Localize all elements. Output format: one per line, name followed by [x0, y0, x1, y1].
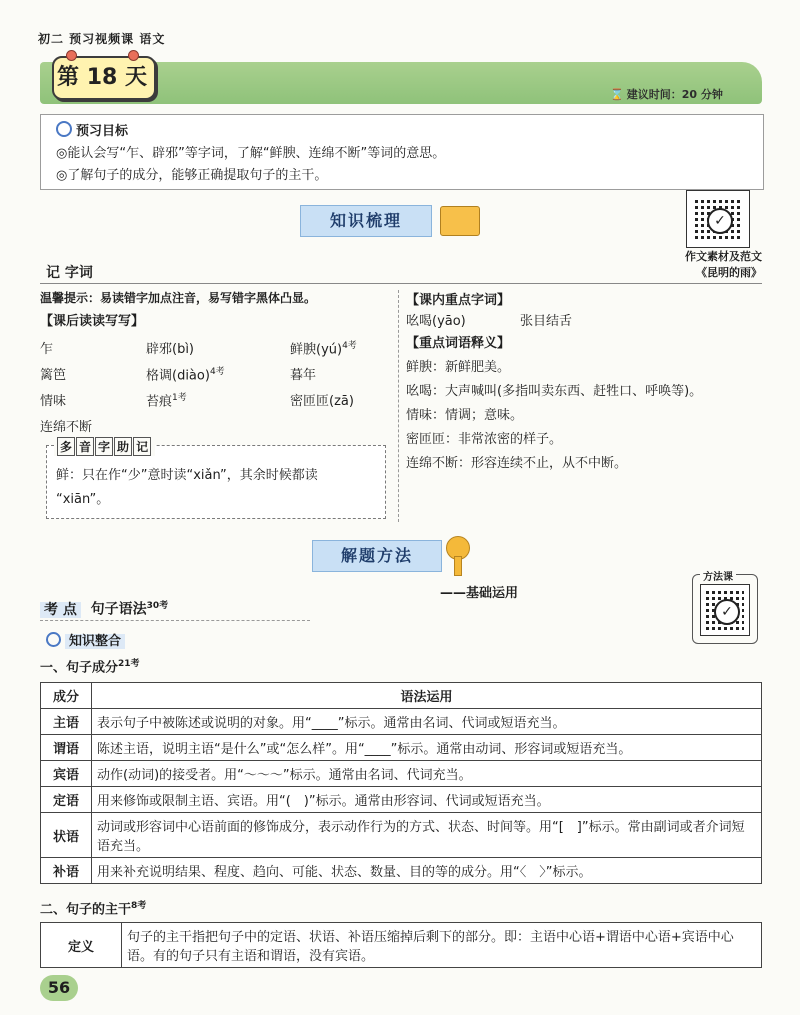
- word: [146, 390, 187, 409]
- memo-title-char: 字: [95, 437, 113, 456]
- explain-item: 情味：情调；意味。: [406, 408, 524, 423]
- word: 篱笆: [40, 368, 67, 383]
- part1-title-text: 一、句子成分: [40, 660, 119, 676]
- after-class-title: 【课后读读写写】: [40, 314, 145, 329]
- column-divider: [398, 290, 400, 522]
- check-icon: ✓: [707, 208, 733, 234]
- exam-count: 4考: [342, 341, 357, 351]
- qr-code[interactable]: [700, 584, 750, 636]
- exam-count: 4考: [209, 367, 225, 377]
- table-cell: 动词或形容词中心语前面的修饰成分，表示动作行为的方式、状态、时间等。用“[ ]”标示。常由副词或者介词短语充当。: [92, 813, 762, 858]
- part1-title: [40, 656, 140, 675]
- table-cell: 定语: [41, 787, 92, 813]
- divider: [40, 620, 310, 621]
- goal-item: ◎能认会写“乍、辟邪”等字词，了解“鲜腴、连绵不断”等词的意思。: [56, 146, 446, 161]
- table-header-row: [41, 683, 762, 709]
- knowledge-title: 知识梳理: [300, 205, 432, 237]
- exam-count: 1考: [172, 393, 187, 403]
- explain-title: 【重点词语释义】: [406, 336, 511, 351]
- grammar-table: [40, 682, 762, 884]
- table-cell: 句子的主干指把句子中的定语、状语、补语压缩掉后剩下的部分。即：主语中心语+谓语中心语+宾语中心语。有的句子只有主语和谓语，没有宾语。: [122, 923, 762, 968]
- memo-line: 鲜：只在作“少”意时读“xiǎn”，其余时候都读: [56, 468, 318, 483]
- memo-title-char: 多: [57, 437, 75, 456]
- table-row: [41, 761, 762, 787]
- key-shaft: [454, 556, 462, 576]
- words-tip: 温馨提示：易读错字加点注音，易写错字黑体凸显。: [40, 291, 317, 305]
- key-words-title: 【课内重点字词】: [406, 293, 511, 308]
- exam-count: 30考: [146, 601, 169, 611]
- table-cell: 状语: [41, 813, 92, 858]
- word: [290, 338, 357, 357]
- table-row: [41, 709, 762, 735]
- word: 连绵不断: [40, 420, 93, 435]
- kaodian: [40, 598, 168, 619]
- table-cell: 补语: [41, 858, 92, 884]
- kaodian-label: 考 点: [40, 602, 81, 618]
- target-icon: [56, 121, 72, 137]
- qr-caption: 作文素材及范文: [685, 250, 762, 263]
- table-cell: 用来修饰或限制主语、宾语。用“( )”标示。通常由形容词、代词或短语充当。: [92, 787, 762, 813]
- explain-item: 密匝匝：非常浓密的样子。: [406, 432, 563, 447]
- word-text: 鲜腴(yú): [290, 342, 343, 358]
- integrate-text: 知识整合: [65, 634, 125, 649]
- qr-code[interactable]: [686, 190, 750, 248]
- table-cell: 宾语: [41, 761, 92, 787]
- word: 情味: [40, 394, 67, 409]
- suggest-time: [610, 86, 723, 102]
- target-icon: [46, 632, 61, 647]
- integrate-title: [46, 630, 125, 649]
- table-row: [41, 787, 762, 813]
- memo-title-char: 助: [114, 437, 132, 456]
- words-title: 记 字词: [46, 265, 93, 281]
- explain-item: 连绵不断：形容连续不止，从不中断。: [406, 456, 628, 471]
- definition-table: [40, 922, 762, 968]
- kaodian-title: 句子语法: [90, 601, 147, 618]
- word: 密匝匝(zā): [290, 394, 354, 409]
- memo-title: [54, 437, 155, 456]
- table-row: [41, 923, 762, 968]
- goal-item: ◎了解句子的成分，能够正确提取句子的主干。: [56, 168, 328, 183]
- table-cell: 表示句子中被陈述或说明的对象。用“____”标示。通常由名词、代词或短语充当。: [92, 709, 762, 735]
- qr-caption: 《昆明的雨》: [696, 266, 762, 279]
- word: 辟邪(bì): [146, 342, 195, 357]
- memo-title-char: 记: [133, 437, 151, 456]
- memo-title-char: 音: [76, 437, 94, 456]
- method-title: 解题方法: [312, 540, 442, 572]
- goals-title-text: 预习目标: [76, 124, 129, 139]
- table-cell: 主语: [41, 709, 92, 735]
- key-word: 张目结舌: [520, 314, 573, 329]
- table-row: [41, 813, 762, 858]
- key-word: 吆喝(yāo): [406, 314, 466, 329]
- word: 暮年: [290, 368, 317, 383]
- book-icon: [440, 206, 480, 236]
- explain-item: 吆喝：大声喊叫(多指叫卖东西、赶牲口、呼唤等)。: [406, 384, 703, 399]
- table-header: 语法运用: [92, 683, 762, 709]
- method-subtitle: ——基础运用: [440, 586, 519, 601]
- table-cell: 用来补充说明结果、程度、趋向、可能、状态、数量、目的等的成分。用“〈 〉”标示。: [92, 858, 762, 884]
- goals-title: [56, 120, 128, 139]
- hourglass-icon: ⌛: [610, 88, 624, 101]
- exam-count: 8考: [131, 901, 147, 911]
- table-header: 成分: [41, 683, 92, 709]
- table-cell: 陈述主语，说明主语“是什么”或“怎么样”。用“____”标示。通常由动词、形容词或短语充当。: [92, 735, 762, 761]
- table-cell: 定义: [41, 923, 122, 968]
- explain-item: 鲜腴：新鲜肥美。: [406, 360, 511, 375]
- table-row: [41, 858, 762, 884]
- day-label: 第 18 天: [57, 65, 147, 90]
- word-text: 苔痕: [146, 394, 173, 410]
- table-cell: 动作(动词)的接受者。用“～～～”标示。通常由名词、代词充当。: [92, 761, 762, 787]
- exam-count: 21考: [118, 659, 140, 669]
- divider: [40, 283, 762, 284]
- word-text: 格调(diào): [146, 368, 210, 384]
- memo-line: “xiān”。: [56, 492, 110, 507]
- page-number: 56: [40, 975, 78, 1001]
- word: 乍: [40, 342, 54, 357]
- check-icon: ✓: [714, 599, 740, 625]
- part2-title: [40, 898, 146, 917]
- table-row: [41, 735, 762, 761]
- suggest-time-text: 建议时间：20 分钟: [626, 88, 723, 101]
- part2-title-text: 二、句子的主干: [40, 902, 132, 918]
- word: [146, 364, 225, 383]
- method-qr-label: 方法课: [700, 568, 736, 583]
- table-cell: 谓语: [41, 735, 92, 761]
- book-header: 初二 预习视频课 语文: [38, 32, 166, 46]
